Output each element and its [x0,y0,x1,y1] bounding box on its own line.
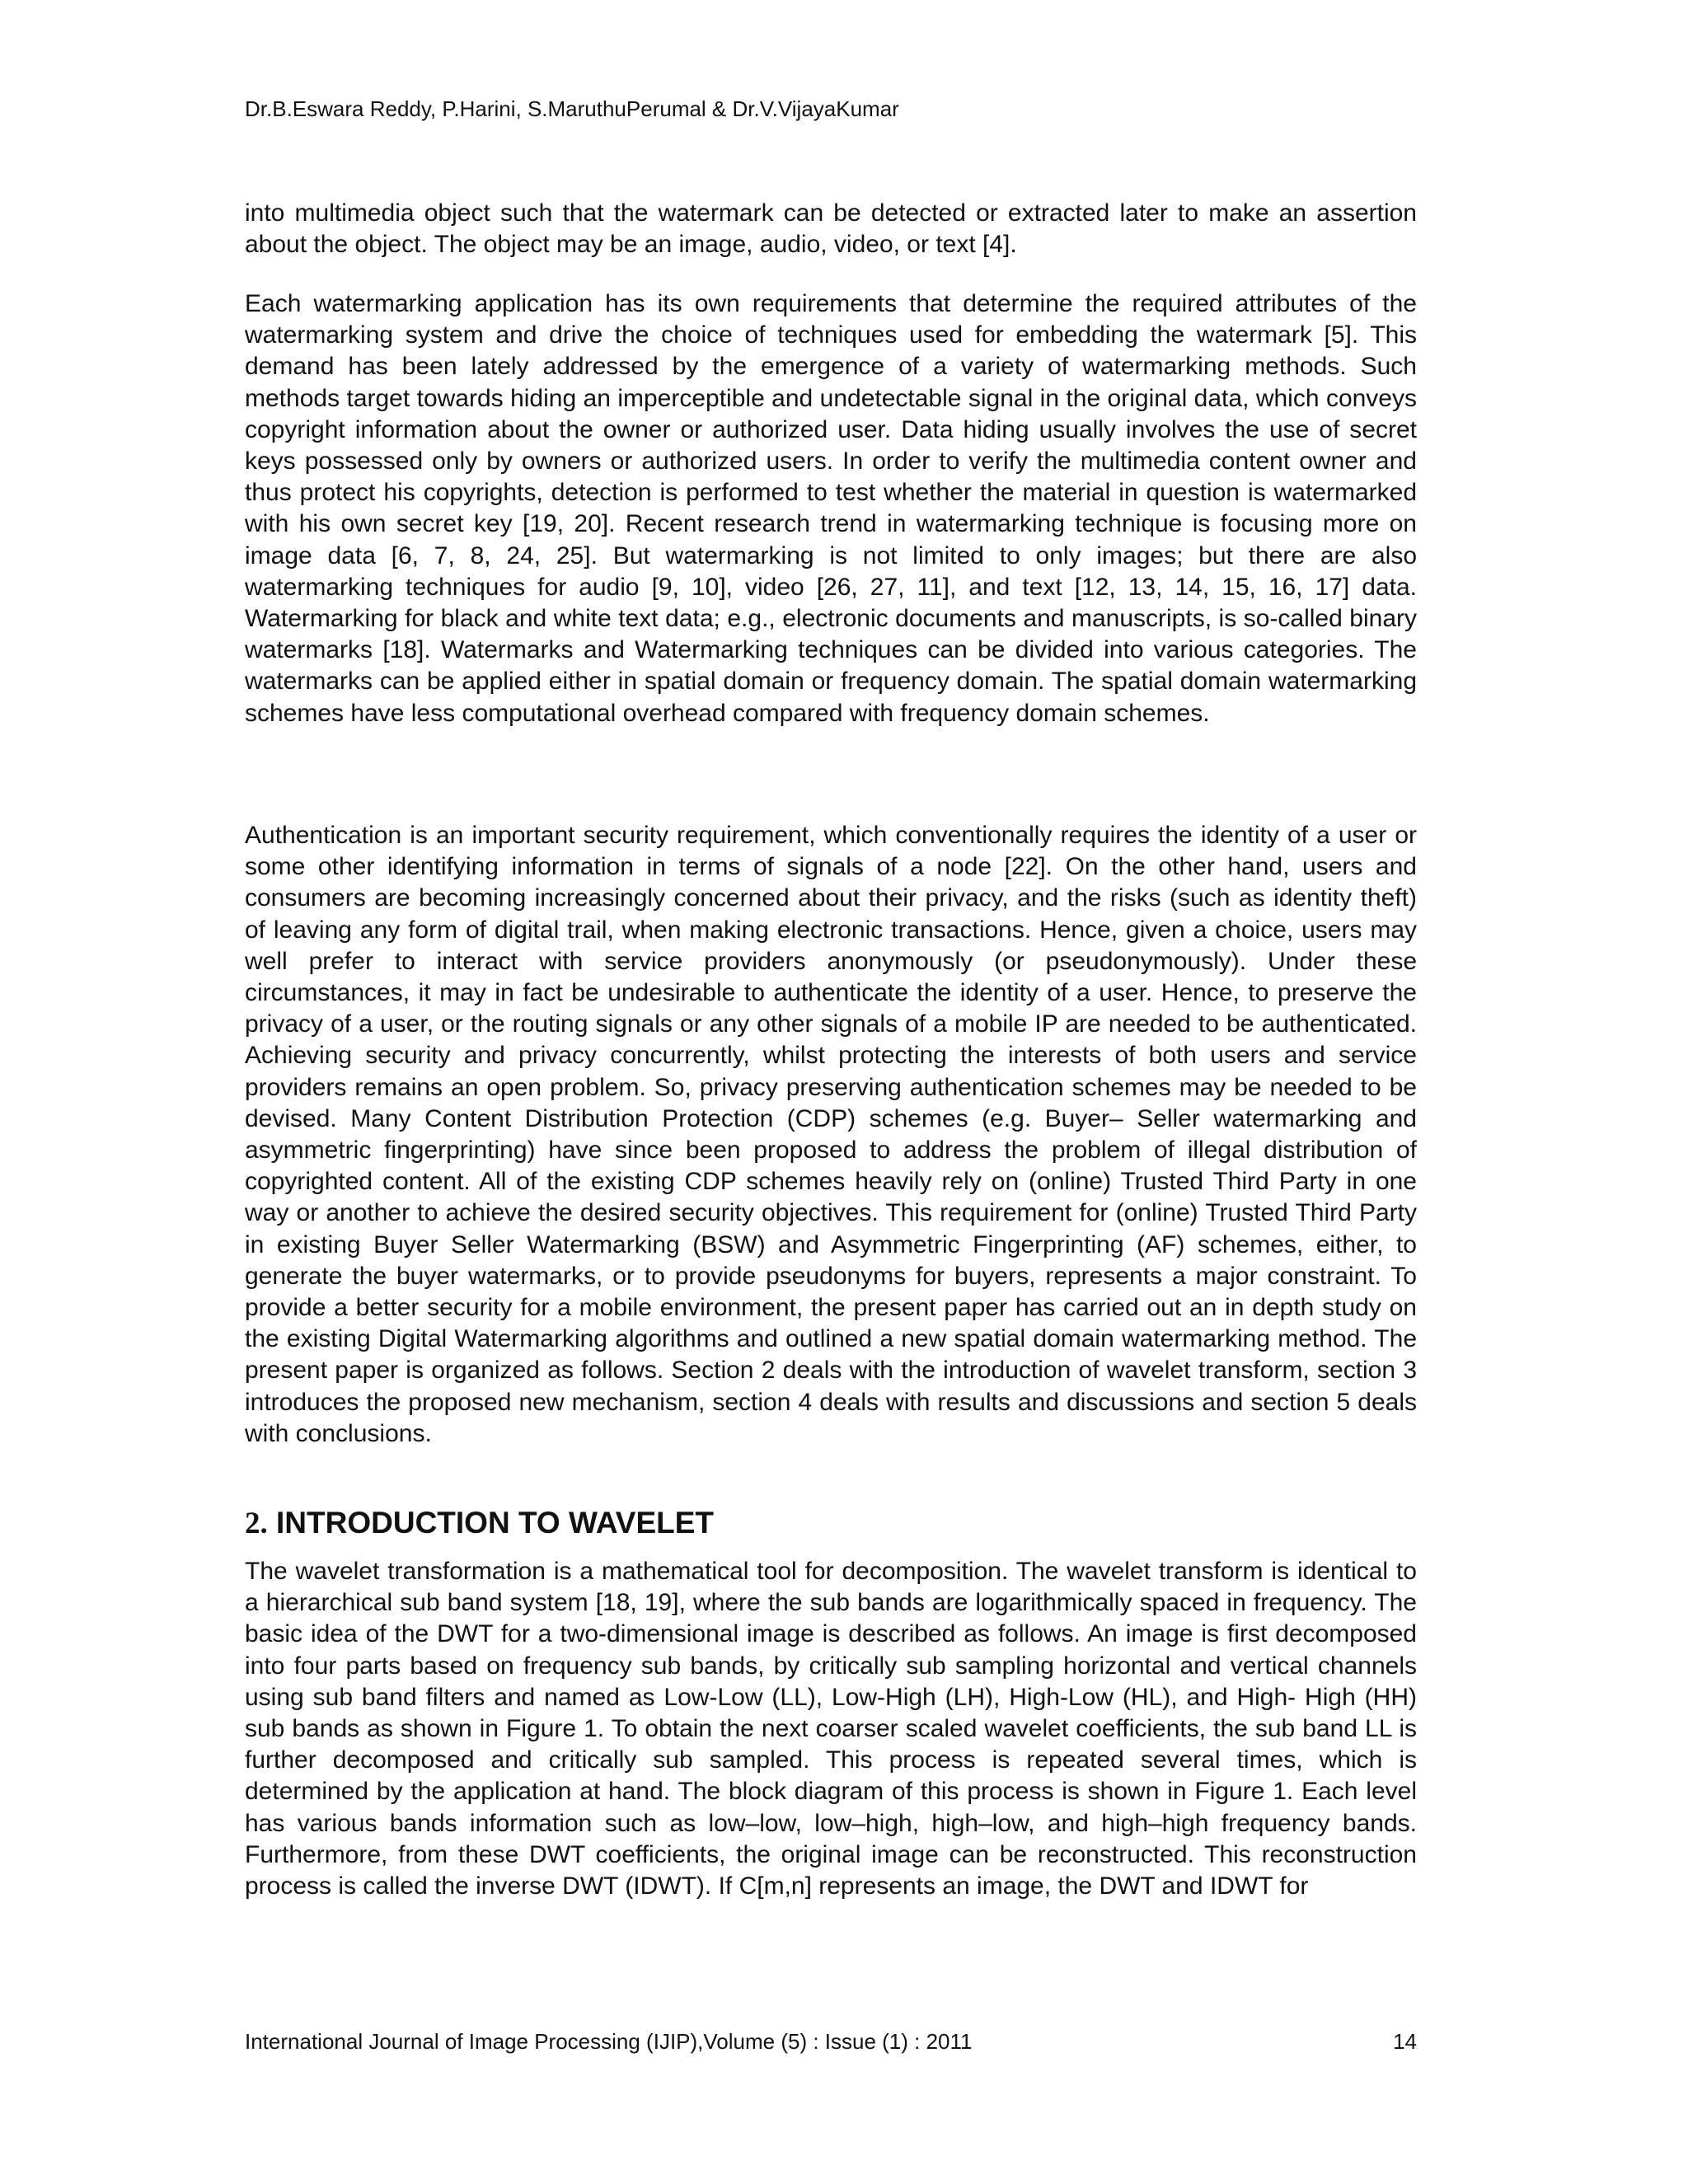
footer-journal-citation: International Journal of Image Processing (IJIP),Volume (5) : Issue (1) : 2011 [245,2029,973,2054]
paragraph-authentication: Authentication is an important security requirement, which conventionally requires the identity of a user or some other identifying information in terms of signals of a node [22]. On the other hand, users and consumers are becoming increasingly concerned about their privacy, and the risks (such as identity theft) of leaving any form of digital trail, when making electronic transactions. Hence, given a choice, users may well prefer to interact with service providers anonymously (or pseudonymously). Under these circumstances, it may in fact be undesirable to authenticate the identity of a user. Hence, to preserve the privacy of a user, or the routing signals or any other signals of a mobile IP are needed to be authenticated. Achieving security and privacy concurrently, whilst protecting the interests of both users and service providers remains an open problem. So, privacy preserving authentication schemes may be needed to be devised. Many Content Distribution Protection (CDP) schemes (e.g. Buyer– Seller watermarking and asymmetric fingerprinting) have since been proposed to address the problem of illegal distribution of copyrighted content. All of the existing CDP schemes heavily rely on (online) Trusted Third Party in one way or another to achieve the desired security objectives. This requirement for (online) Trusted Third Party in existing Buyer Seller Watermarking (BSW) and Asymmetric Fingerprinting (AF) schemes, either, to generate the buyer watermarks, or to provide pseudonyms for buyers, represents a major constraint. To provide a better security for a mobile environment, the present paper has carried out an in depth study on the existing Digital Watermarking algorithms and outlined a new spatial domain watermarking method. The present paper is organized as follows. Section 2 deals with the introduction of wavelet transform, section 3 introduces the proposed new mechanism, section 4 deals with results and discussions and section 5 deals with conclusions. [245,822,1417,1447]
page-number: 14 [1393,2029,1417,2054]
running-header-authors: Dr.B.Eswara Reddy, P.Harini, S.MaruthuPerumal & Dr.V.VijayaKumar [245,96,899,121]
paragraph-watermark-definition: into multimedia object such that the watermark can be detected or extracted later to make an assertion about the object. The object may be an image, audio, video, or text [4]. [245,199,1417,259]
section-heading [245,1505,714,1542]
section-number: 2. [245,1507,268,1540]
paragraph-watermarking-applications: Each watermarking application has its own requirements that determine the required attributes of the watermarking system and drive the choice of techniques used for embedding the watermark [5]. This demand has been lately addressed by the emergence of a variety of watermarking methods. Such methods target towards hiding an imperceptible and undetectable signal in the original data, which conveys copyright information about the owner or authorized user. Data hiding usually involves the use of secret keys possessed only by owners or authorized users. In order to verify the multimedia content owner and thus protect his copyrights, detection is performed to test whether the material in question is watermarked with his own secret key [19, 20]. Recent research trend in watermarking technique is focusing more on image data [6, 7, 8, 24, 25]. But watermarking is not limited to only images; but there are also watermarking techniques for audio [9, 10], video [26, 27, 11], and text [12, 13, 14, 15, 16, 17] data. Watermarking for black and white text data; e.g., electronic documents and manuscripts, is so-called binary watermarks [18]. Watermarks and Watermarking techniques can be divided into various categories. The watermarks can be applied either in spatial domain or frequency domain. The spatial domain watermarking schemes have less computational overhead compared with frequency domain schemes. [245,290,1417,727]
paragraph-wavelet-introduction: The wavelet transformation is a mathematical tool for decomposition. The wavelet transform is identical to a hierarchical sub band system [18, 19], where the sub bands are logarithmically spaced in frequency. The basic idea of the DWT for a two-dimensional image is described as follows. An image is first decomposed into four parts based on frequency sub bands, by critically sub sampling horizontal and vertical channels using sub band filters and named as Low-Low (LL), Low-High (LH), High-Low (HL), and High- High (HH) sub bands as shown in Figure 1. To obtain the next coarser scaled wavelet coefficients, the sub band LL is further decomposed and critically sub sampled. This process is repeated several times, which is determined by the application at hand. The block diagram of this process is shown in Figure 1. Each level has various bands information such as low–low, low–high, high–low, and high–high frequency bands. Furthermore, from these DWT coefficients, the original image can be reconstructed. This reconstruction process is called the inverse DWT (IDWT). If C[m,n] represents an image, the DWT and IDWT for [245,1558,1417,1900]
section-title: INTRODUCTION TO WAVELET [267,1506,715,1540]
